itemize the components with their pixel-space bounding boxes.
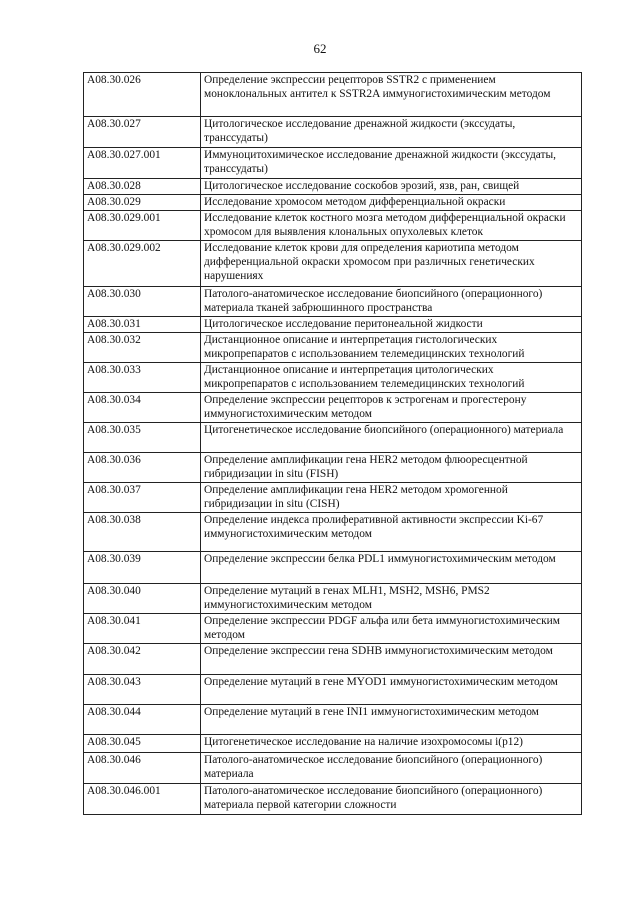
- table-row: [84, 552, 582, 584]
- code-cell: A08.30.045: [84, 735, 201, 753]
- table-row: [84, 195, 582, 211]
- description-cell: Дистанционное описание и интерпретация цитологических микропрепаратов с использованием телемедицинских технологий: [201, 363, 582, 393]
- code-cell: A08.30.027.001: [84, 148, 201, 179]
- code-cell: A08.30.029.002: [84, 241, 201, 287]
- table-row: [84, 753, 582, 784]
- description-cell: Патолого-анатомическое исследование биопсийного (операционного) материала первой категории сложности: [201, 784, 582, 815]
- code-cell: A08.30.044: [84, 705, 201, 735]
- description-cell: Цитологическое исследование дренажной жидкости (экссудаты, транссудаты): [201, 117, 582, 148]
- description-cell: Определение амплификации гена HER2 методом флюоресцентной гибридизации in situ (FISH): [201, 453, 582, 483]
- description-cell: Определение мутаций в генах MLH1, MSH2, MSH6, PMS2 иммуногистохимическим методом: [201, 584, 582, 614]
- table-body: [84, 73, 582, 815]
- description-cell: Определение экспрессии PDGF альфа или бета иммуногистохимическим методом: [201, 614, 582, 644]
- code-cell: A08.30.027: [84, 117, 201, 148]
- table-row: [84, 644, 582, 675]
- code-cell: A08.30.028: [84, 179, 201, 195]
- table-row: [84, 735, 582, 753]
- table-row: [84, 179, 582, 195]
- table-row: [84, 705, 582, 735]
- description-cell: Патолого-анатомическое исследование биопсийного (операционного) материала тканей забрюшинного пространства: [201, 287, 582, 317]
- table-row: [84, 453, 582, 483]
- description-cell: Определение амплификации гена HER2 методом хромогенной гибридизации in situ (CISH): [201, 483, 582, 513]
- code-cell: A08.30.036: [84, 453, 201, 483]
- description-cell: Цитогенетическое исследование на наличие изохромосомы i(p12): [201, 735, 582, 753]
- table-row: [84, 287, 582, 317]
- table-row: [84, 483, 582, 513]
- table-row: [84, 73, 582, 117]
- description-cell: Определение экспрессии белка PDL1 иммуногистохимическим методом: [201, 552, 582, 584]
- description-cell: Цитологическое исследование соскобов эрозий, язв, ран, свищей: [201, 179, 582, 195]
- description-cell: Определение мутаций в гене INI1 иммуногистохимическим методом: [201, 705, 582, 735]
- table-row: [84, 241, 582, 287]
- code-cell: A08.30.042: [84, 644, 201, 675]
- code-cell: A08.30.032: [84, 333, 201, 363]
- code-cell: A08.30.033: [84, 363, 201, 393]
- table-row: [84, 675, 582, 705]
- service-codes-table: [83, 72, 582, 815]
- description-cell: Определение экспрессии рецепторов SSTR2 с применением моноклональных антител к SSTR2A иммуногистохимическим методом: [201, 73, 582, 117]
- code-cell: A08.30.038: [84, 513, 201, 552]
- description-cell: Цитогенетическое исследование биопсийного (операционного) материала: [201, 423, 582, 453]
- description-cell: Определение мутаций в гене MYOD1 иммуногистохимическим методом: [201, 675, 582, 705]
- table-row: [84, 614, 582, 644]
- code-cell: A08.30.029.001: [84, 211, 201, 241]
- table-row: [84, 584, 582, 614]
- table-row: [84, 423, 582, 453]
- table-row: [84, 393, 582, 423]
- description-cell: Определение экспрессии гена SDHB иммуногистохимическим методом: [201, 644, 582, 675]
- description-cell: Цитологическое исследование перитонеальной жидкости: [201, 317, 582, 333]
- table-row: [84, 784, 582, 815]
- description-cell: Исследование хромосом методом дифференциальной окраски: [201, 195, 582, 211]
- code-cell: A08.30.034: [84, 393, 201, 423]
- code-cell: A08.30.041: [84, 614, 201, 644]
- description-cell: Определение индекса пролиферативной активности экспрессии Ki-67 иммуногистохимическим методом: [201, 513, 582, 552]
- page-number: 62: [313, 41, 327, 56]
- code-cell: A08.30.029: [84, 195, 201, 211]
- table-row: [84, 513, 582, 552]
- table-row: [84, 333, 582, 363]
- code-cell: A08.30.030: [84, 287, 201, 317]
- table-row: [84, 148, 582, 179]
- code-cell: A08.30.039: [84, 552, 201, 584]
- table-row: [84, 317, 582, 333]
- table-row: [84, 211, 582, 241]
- code-cell: A08.30.026: [84, 73, 201, 117]
- table-row: [84, 117, 582, 148]
- description-cell: Определение экспрессии рецепторов к эстрогенам и прогестерону иммуногистохимическим методом: [201, 393, 582, 423]
- description-cell: Исследование клеток крови для определения кариотипа методом дифференциальной окраски хромосом при различных генетических нарушениях: [201, 241, 582, 287]
- description-cell: Патолого-анатомическое исследование биопсийного (операционного) материала: [201, 753, 582, 784]
- code-cell: A08.30.035: [84, 423, 201, 453]
- code-cell: A08.30.037: [84, 483, 201, 513]
- code-cell: A08.30.040: [84, 584, 201, 614]
- code-cell: A08.30.043: [84, 675, 201, 705]
- description-cell: Иммуноцитохимическое исследование дренажной жидкости (экссудаты, транссудаты): [201, 148, 582, 179]
- code-cell: A08.30.046: [84, 753, 201, 784]
- code-cell: A08.30.031: [84, 317, 201, 333]
- table-row: [84, 363, 582, 393]
- description-cell: Исследование клеток костного мозга методом дифференциальной окраски хромосом для выявления клональных опухолевых клеток: [201, 211, 582, 241]
- code-cell: A08.30.046.001: [84, 784, 201, 815]
- description-cell: Дистанционное описание и интерпретация гистологических микропрепаратов с использованием телемедицинских технологий: [201, 333, 582, 363]
